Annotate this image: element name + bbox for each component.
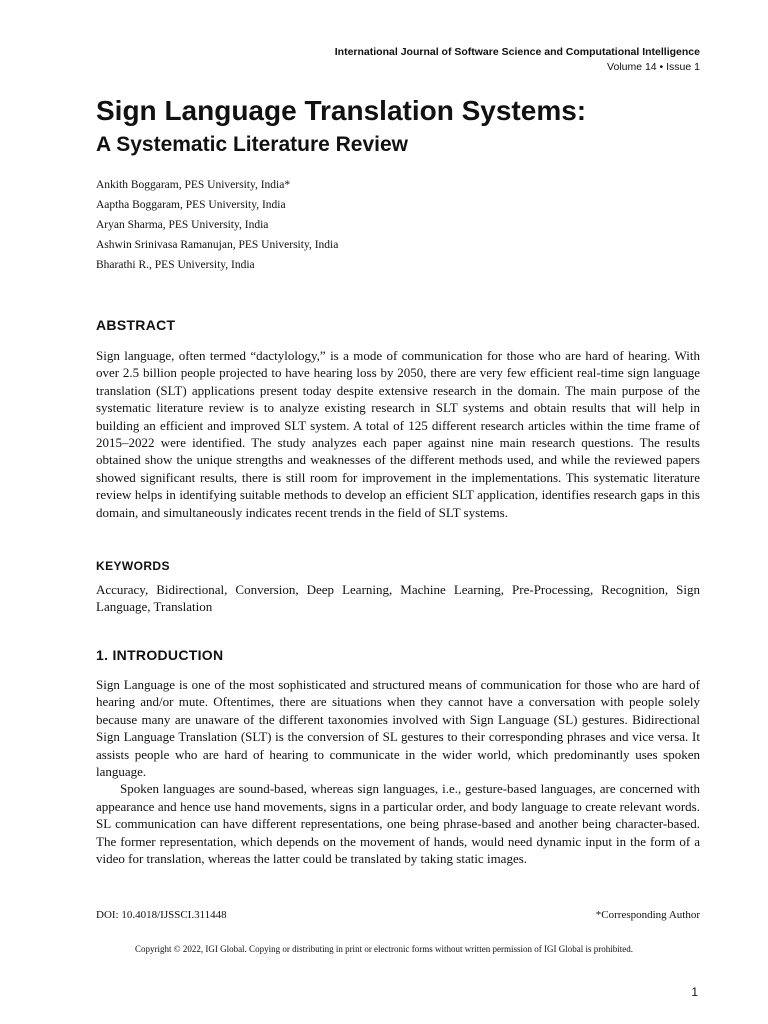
- journal-name: International Journal of Software Science and Computational Intelligence: [334, 46, 700, 58]
- page-number: 1: [691, 985, 698, 999]
- introduction-heading: 1. INTRODUCTION: [96, 647, 224, 663]
- author-list: [96, 175, 338, 275]
- doi: DOI: 10.4018/IJSSCI.311448: [96, 909, 227, 921]
- paper-subtitle: A Systematic Literature Review: [96, 133, 409, 156]
- copyright-notice: Copyright © 2022, IGI Global. Copying or distributing in print or electronic forms without written permission of IGI Global is prohibited.: [134, 944, 634, 954]
- volume-issue: Volume 14 • Issue 1: [607, 61, 700, 73]
- abstract-text: Sign language, often termed “dactylology,” is a mode of communication for those who are hard of hearing. With over 2.5 billion people projected to have hearing loss by 2050, there are very few efficient real-time sign language translation (SLT) applications present today despite extensive research in the domain. The main purpose of the systematic literature review is to analyze existing research in SLT systems and obtain results that will help in building an efficient and improved SLT system. A total of 125 different research articles within the time frame of 2015–2022 were identified. The study analyzes each paper against nine main research questions. The results obtained show the unique strengths and weaknesses of the different methods used, and while the reviewed papers showed significant results, there is still room for improvement in the implementations. This systematic literature review helps in identifying suitable methods to develop an efficient SLT application, identifies research gaps in this domain, and simultaneously indicates recent trends in the field of SLT systems.: [96, 348, 700, 520]
- author: Aaptha Boggaram, PES University, India: [96, 199, 286, 211]
- corresponding-author-note: *Corresponding Author: [595, 909, 700, 921]
- author: Ashwin Srinivasa Ramanujan, PES University, India: [96, 239, 339, 251]
- keywords-heading: KEYWORDS: [96, 559, 170, 573]
- paragraph: Sign Language is one of the most sophisticated and structured means of communication for those who are hard of hearing and/or mute. Oftentimes, there are situations when they cannot have a conversation with people solely because many are unaware of the different taxonomies involved with Sign Language (SL) gestures. Bidirectional Sign Language Translation (SLT) is the conversion of SL gestures to their corresponding phrases and vice versa. It assists people who are hard of hearing to communicate in the wider world, which predominantly uses spoken language.: [96, 677, 700, 780]
- author: Bharathi R., PES University, India: [96, 259, 255, 271]
- paper-title: Sign Language Translation Systems:: [96, 95, 587, 126]
- paragraph: Spoken languages are sound-based, whereas sign languages, i.e., gesture-based languages, are concerned with appearance and hence use hand movements, signs in a particular order, and body language to create relevant words. SL communication can have different representations, one being phrase-based and another being character-based. The former representation, which depends on the movement of hands, would need dynamic input in the form of a video for translation, whereas the latter could be translated by taking static images.: [96, 781, 700, 867]
- author: Aryan Sharma, PES University, India: [96, 219, 269, 231]
- keywords-text: Accuracy, Bidirectional, Conversion, Deep Learning, Machine Learning, Pre-Processing, Recognition, Sign Language, Translation: [96, 582, 700, 615]
- author: Ankith Boggaram, PES University, India*: [96, 179, 291, 191]
- introduction-body: [96, 676, 700, 867]
- abstract-heading: ABSTRACT: [96, 317, 176, 333]
